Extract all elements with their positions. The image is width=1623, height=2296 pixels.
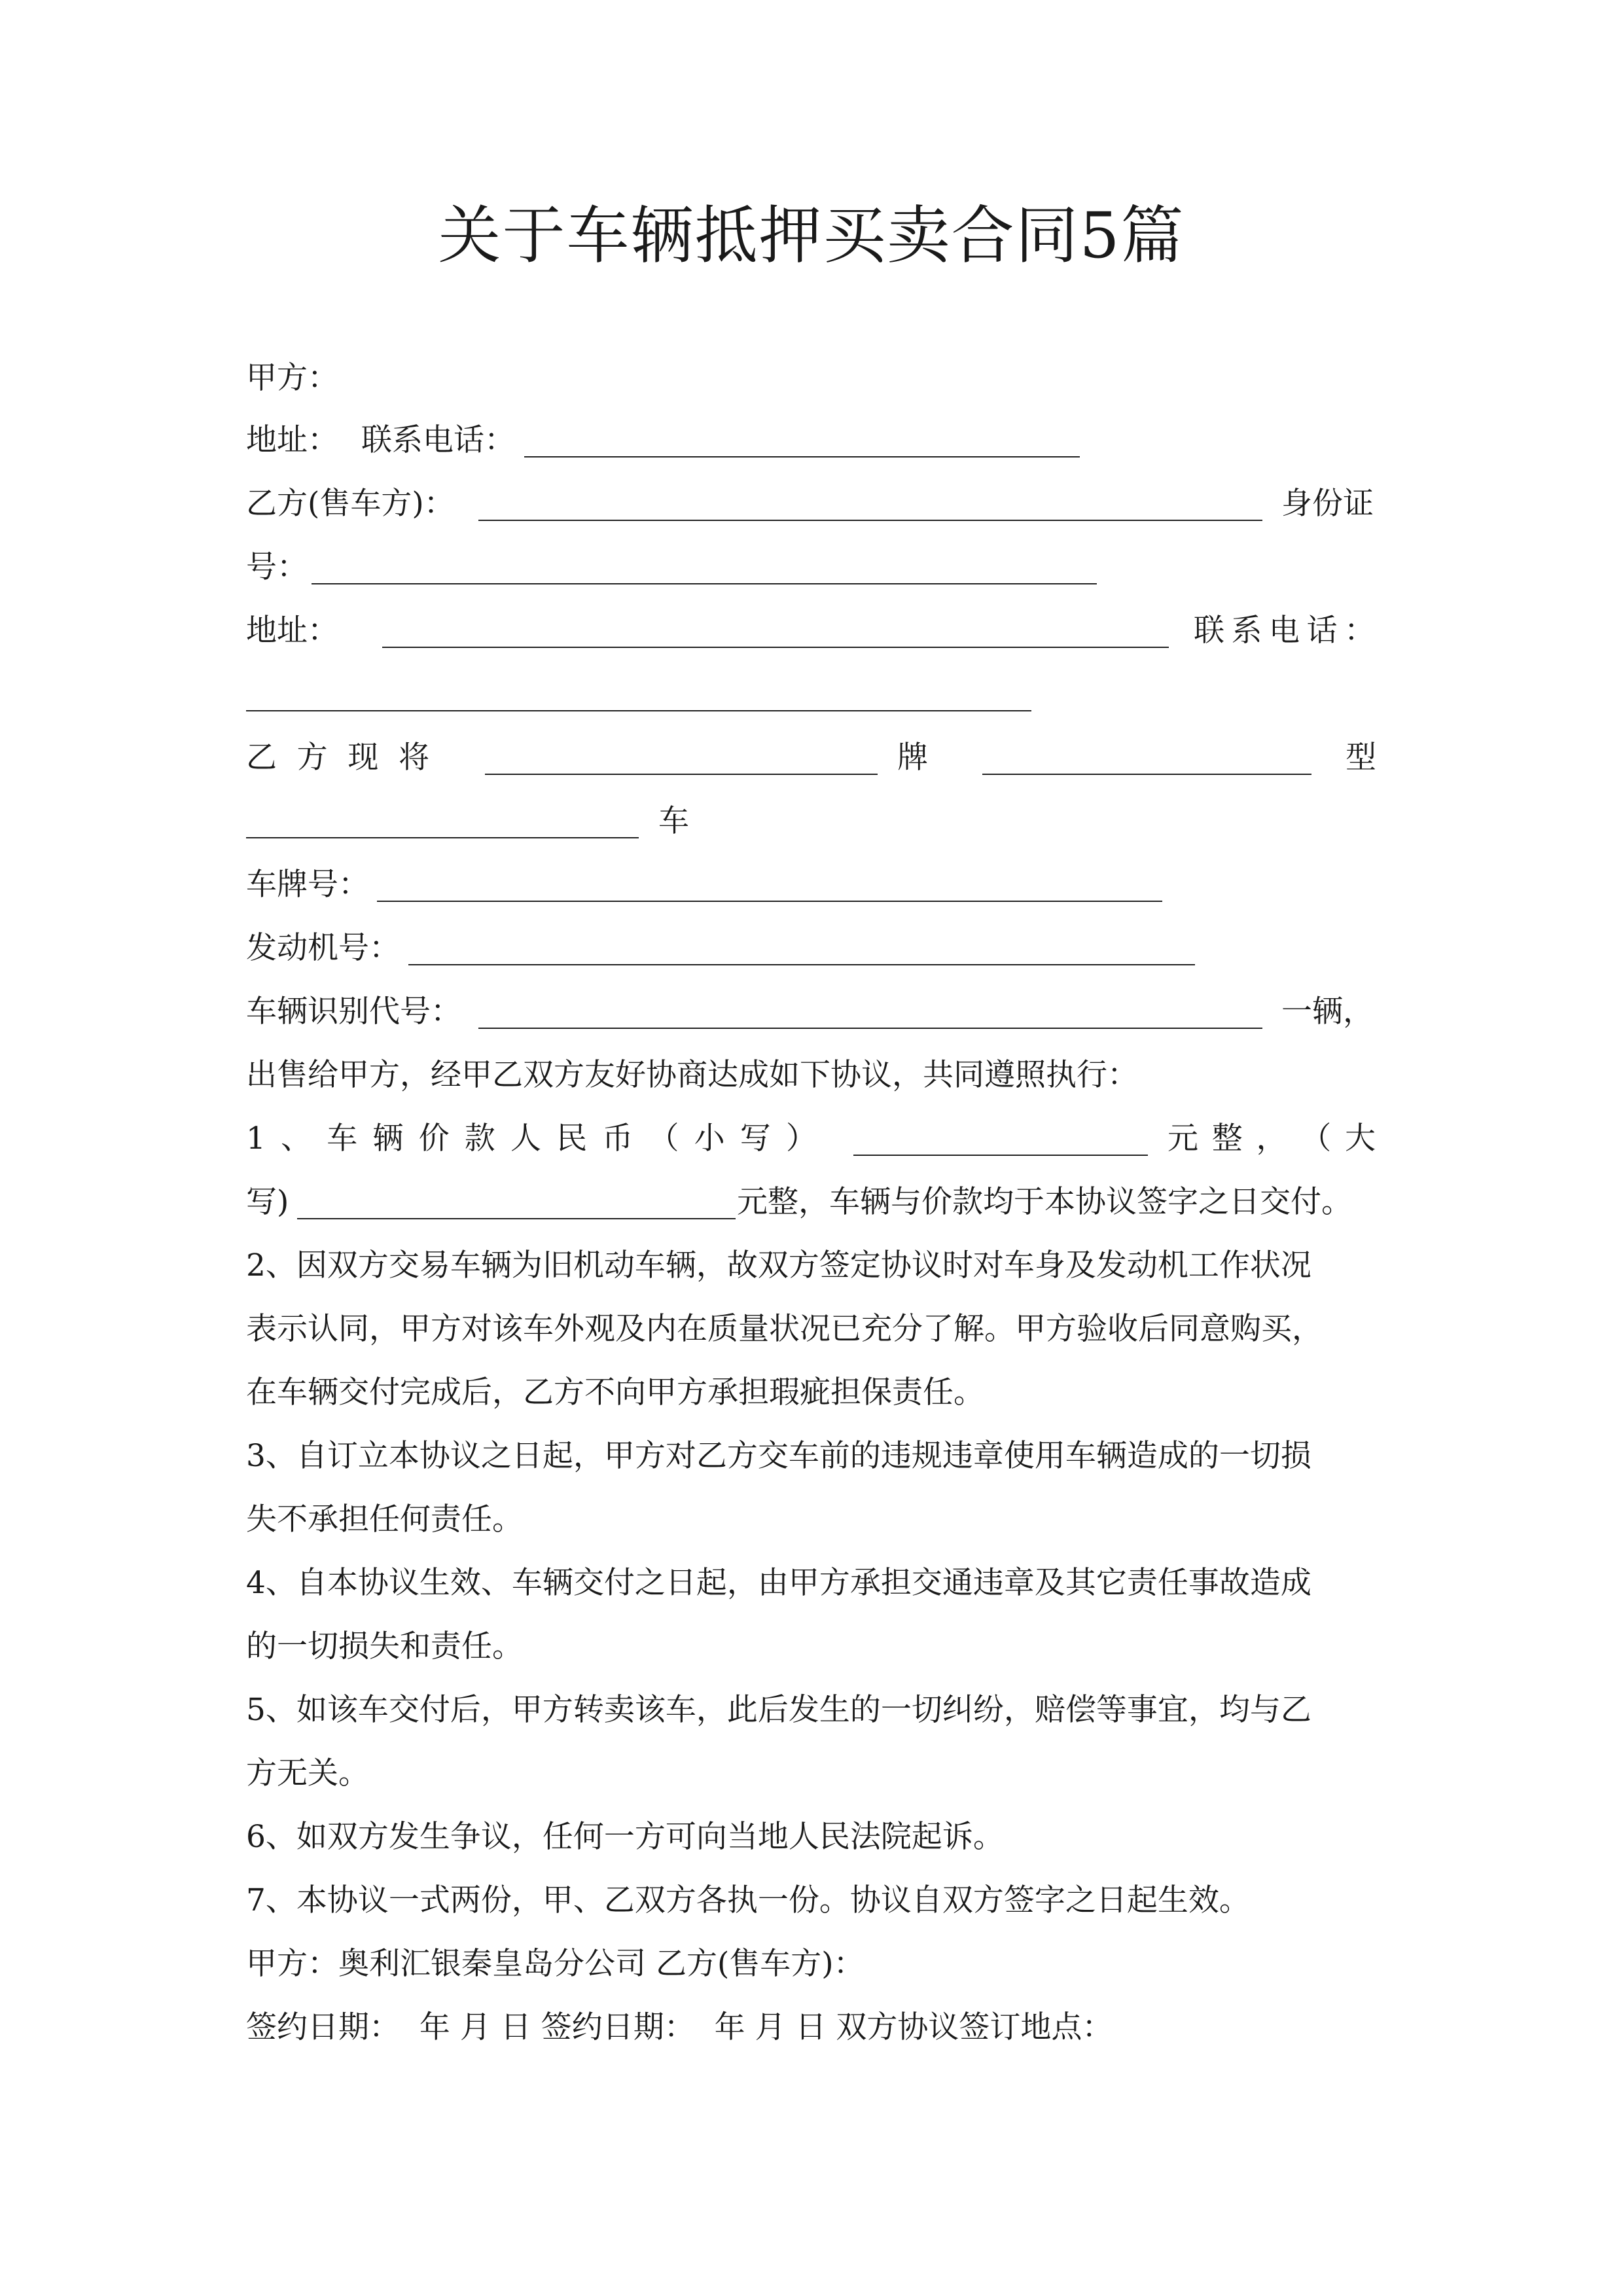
- clause5-line1: [246, 1684, 1311, 1736]
- clause3-text-2: 失不承担任何责任。: [246, 1501, 523, 1537]
- clause3-text-1: 3、自订立本协议之日起，甲方对乙方交车前的违规违章使用车辆造成的一切损: [246, 1438, 1311, 1474]
- model-label: 型: [1346, 740, 1376, 776]
- vehicle-type-blank[interactable]: [246, 837, 639, 838]
- clause1-suffix: 元整，车辆与价款均于本协议签字之日交付。: [737, 1184, 1352, 1220]
- clause2-line2: [246, 1303, 1323, 1355]
- clause1-yuan-label: 元 整 ， （ 大: [1168, 1121, 1376, 1157]
- clause4-text-1: 4、自本协议生效、车辆交付之日起，由甲方承担交通违章及其它责任事故造成: [246, 1565, 1311, 1601]
- clause4-text-2: 的一切损失和责任。: [246, 1628, 523, 1664]
- car-label: 车: [658, 803, 689, 839]
- signature-parties-line: [246, 1938, 865, 1990]
- id-label-part2: 号：: [246, 549, 308, 585]
- clause7-line: [246, 1874, 1250, 1927]
- seller-address-label: 地 址 ：: [246, 613, 338, 649]
- clause7-text: 7、本协议一式两份，甲、乙双方各执一份。协议自双方签字之日起生效。: [246, 1882, 1250, 1918]
- clause1-big-prefix: 写): [246, 1184, 289, 1220]
- plate-blank[interactable]: [377, 901, 1162, 902]
- amount-small-blank[interactable]: [853, 1155, 1148, 1156]
- intro-text: 出售给甲方，经甲乙双方友好协商达成如下协议，共同遵照执行：: [246, 1057, 1138, 1093]
- vin-blank[interactable]: [478, 1028, 1262, 1029]
- amount-big-blank[interactable]: [297, 1218, 736, 1219]
- clause2-line3: [246, 1367, 984, 1419]
- clause1-amount-label: 1 、 车 辆 价 款 人 民 币 （ 小 写 ）: [246, 1121, 817, 1157]
- seller-phone-label: 联 系 电 话 ：: [1194, 613, 1375, 649]
- party-a-label: 甲方：: [246, 360, 338, 396]
- clause4-line1: [246, 1557, 1311, 1609]
- model-blank[interactable]: [982, 774, 1311, 775]
- phone-label: 联系电话：: [361, 422, 515, 458]
- signature-dates-line: [246, 2001, 1113, 2054]
- seller-address-blank[interactable]: [382, 647, 1169, 648]
- clause2-text-2: 表示认同，甲方对该车外观及内在质量状况已充分了解。甲方验收后同意购买，: [246, 1311, 1323, 1347]
- clause3-line2: [246, 1494, 523, 1546]
- clause6-text: 6、如双方发生争议，任何一方可向当地人民法院起诉。: [246, 1819, 1004, 1855]
- clause3-line1: [246, 1430, 1311, 1482]
- clause2-line1: [246, 1240, 1311, 1292]
- clause5-text-1: 5、如该车交付后，甲方转卖该车，此后发生的一切纠纷，赔偿等事宜，均与乙: [246, 1692, 1311, 1728]
- plate-label: 车牌号：: [246, 867, 369, 903]
- clause2-text-3: 在车辆交付完成后，乙方不向甲方承担瑕疵担保责任。: [246, 1374, 984, 1410]
- party-a-line: [246, 352, 338, 404]
- brand-label: 牌: [897, 740, 928, 776]
- document-title: 关于车辆抵押买卖合同5篇: [438, 199, 1185, 272]
- engine-label: 发动机号：: [246, 930, 400, 966]
- vin-label: 车辆识别代号：: [246, 994, 461, 1030]
- vin-suffix: 一辆，: [1281, 994, 1374, 1030]
- clause5-line2: [246, 1748, 369, 1800]
- intro-line: [246, 1049, 1138, 1102]
- engine-blank[interactable]: [408, 964, 1195, 965]
- seller-label: 乙方(售车方)：: [246, 486, 455, 522]
- brand-blank[interactable]: [485, 774, 878, 775]
- seller-name-blank[interactable]: [478, 520, 1262, 521]
- address-label: 地址：: [246, 422, 338, 458]
- id-label-part1: 身份证: [1281, 486, 1374, 522]
- clause5-text-2: 方无关。: [246, 1755, 369, 1791]
- signature-parties-text: 甲方：奥利汇银秦皇岛分公司 乙方(售车方)：: [246, 1946, 865, 1982]
- clause4-line2: [246, 1621, 523, 1673]
- signature-dates-text: 签约日期： 年 月 日 签约日期： 年 月 日 双方协议签订地点：: [246, 2009, 1113, 2045]
- seller-phone-blank[interactable]: [246, 710, 1031, 711]
- clause2-text-1: 2、因双方交易车辆为旧机动车辆，故双方签定协议时对车身及发动机工作状况: [246, 1247, 1311, 1283]
- id-number-blank[interactable]: [312, 583, 1097, 584]
- clause6-line: [246, 1811, 1004, 1863]
- seller-now-label: 乙 方 现 将: [246, 740, 429, 776]
- phone-blank[interactable]: [524, 456, 1080, 457]
